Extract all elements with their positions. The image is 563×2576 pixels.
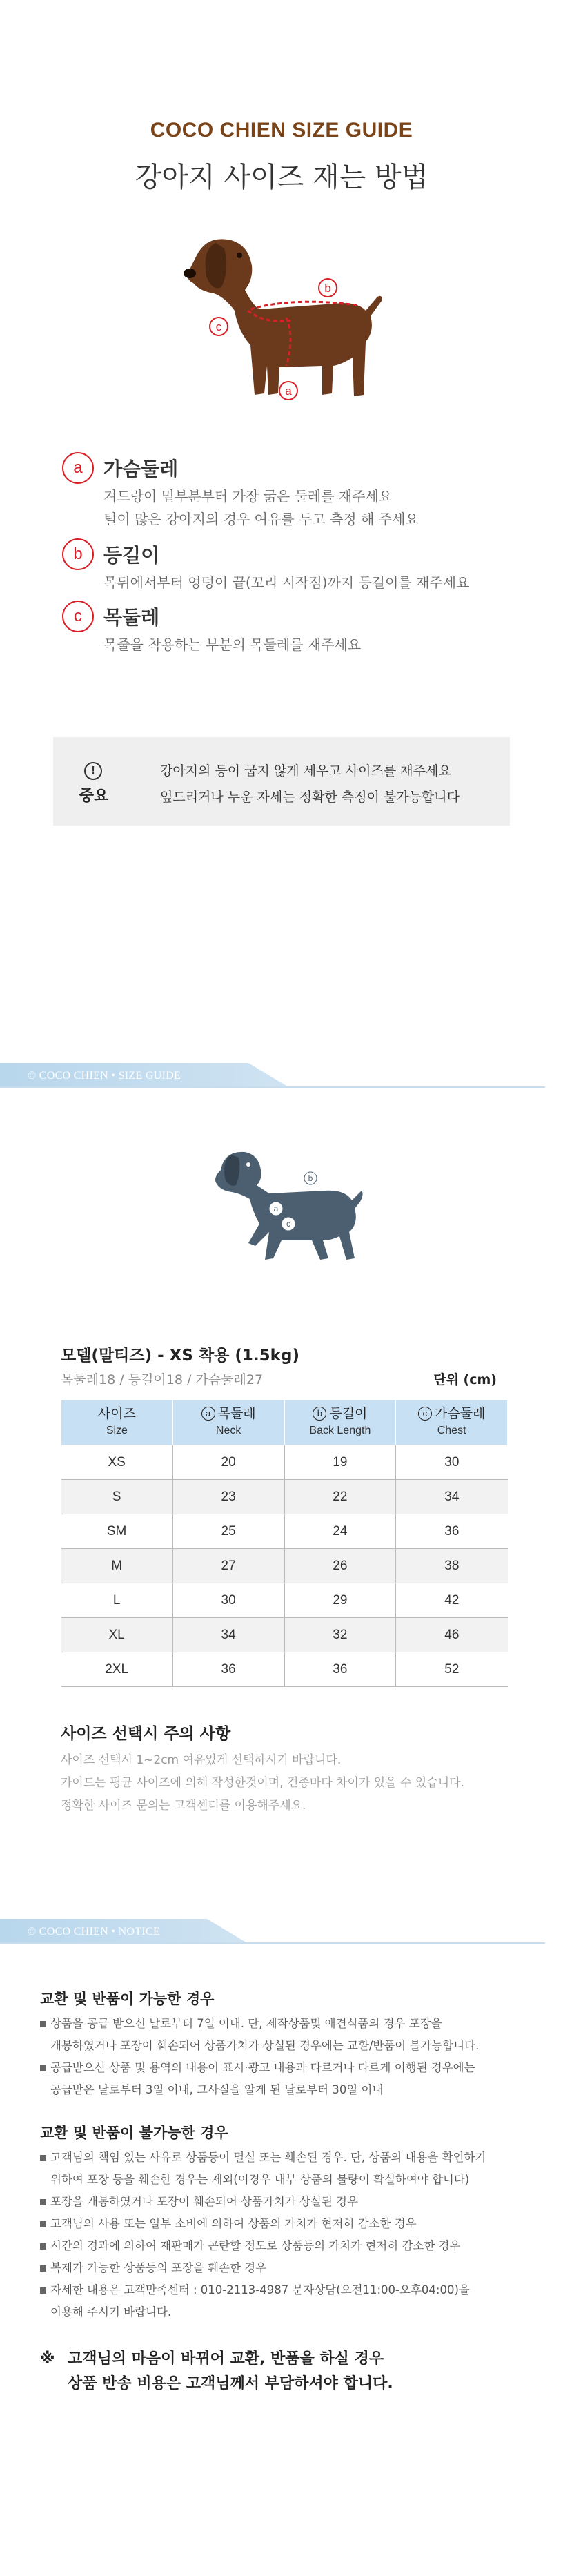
table-cell: 30 — [396, 1445, 508, 1480]
measure-neck — [62, 601, 531, 656]
table-cell: 29 — [284, 1583, 396, 1618]
marker-a-icon: a — [62, 452, 94, 484]
important-line: 강아지의 등이 굽지 않게 세우고 사이즈를 재주세요 — [160, 763, 451, 779]
exclamation-icon: ! — [84, 762, 102, 780]
bullet-icon — [40, 2221, 46, 2227]
table-cell: 20 — [172, 1445, 284, 1480]
table-cell: M — [61, 1549, 173, 1583]
table-cell: XS — [61, 1445, 173, 1480]
table-cell: 36 — [284, 1652, 396, 1687]
unit-label: 단위 (cm) — [433, 1372, 497, 1387]
banner-text: © COCO CHIEN • NOTICE — [28, 1926, 161, 1938]
bullet-icon — [40, 2287, 46, 2294]
notice-item: 복제가 가능한 상품등의 포장을 훼손한 경우 — [40, 2257, 530, 2279]
table-cell: L — [61, 1583, 173, 1618]
col-size: 사이즈 Size — [61, 1400, 173, 1445]
measure-chest — [62, 452, 531, 531]
gray-dog-label-a: a — [273, 1204, 279, 1213]
notice-item: 포장을 개봉하였거나 포장이 훼손되어 상품가치가 상실된 경우 — [40, 2191, 530, 2213]
measure-title: 목둘레 — [103, 606, 160, 629]
table-cell: 46 — [396, 1618, 508, 1652]
table-cell: 36 — [172, 1652, 284, 1687]
banner-text: © COCO CHIEN • SIZE GUIDE — [28, 1070, 181, 1082]
reference-mark: ※ — [40, 2350, 55, 2368]
marker-b-icon: b — [62, 538, 94, 570]
final-line: 고객님의 마음이 바뀌어 교환, 반품을 하실 경우 — [68, 2350, 384, 2368]
table-cell: 25 — [172, 1514, 284, 1549]
col-chest: c 가슴둘레 Chest — [396, 1400, 508, 1445]
bullet-icon — [40, 2065, 46, 2071]
measure-desc-line: 목줄을 착용하는 부분의 목둘레를 재주세요 — [103, 636, 362, 653]
table-row — [61, 1549, 508, 1583]
table-cell: 42 — [396, 1583, 508, 1618]
caution-title: 사이즈 선택시 주의 사항 — [61, 1725, 231, 1743]
measure-back — [62, 538, 531, 594]
table-cell: 22 — [284, 1480, 396, 1514]
measure-desc-line: 목뒤에서부터 엉덩이 끝(꼬리 시작점)까지 등길이를 재주세요 — [103, 574, 470, 591]
impossible-title: 교환 및 반품이 불가능한 경우 — [40, 2125, 228, 2141]
table-cell: 36 — [396, 1514, 508, 1549]
dog-label-a: a — [285, 384, 292, 398]
table-cell: SM — [61, 1514, 173, 1549]
table-cell: 24 — [284, 1514, 396, 1549]
caution-line: 사이즈 선택시 1~2cm 여유있게 선택하시기 바랍니다. — [61, 1753, 342, 1767]
caution-line: 정확한 사이즈 문의는 고객센터를 이용해주세요. — [61, 1799, 306, 1813]
size-table — [61, 1399, 508, 1687]
marker-a-icon: a — [201, 1407, 215, 1421]
notice-section — [40, 1988, 530, 2397]
notice-item: 고객님의 책임 있는 사유로 상품등이 멸실 또는 훼손된 경우. 단, 상품의 내용을 확인하기 위하여 포장 등을 훼손한 경우는 제외(이경우 내부 상품의 불량이 확실하여야 합니다) — [40, 2147, 530, 2191]
notice-item: 자세한 내용은 고객만족센터 : 010-2113-4987 문자상담(오전11:00-오후04:00)을 이용해 주시기 바랍니다. — [40, 2279, 530, 2323]
table-cell: 2XL — [61, 1652, 173, 1687]
notice-item: 고객님의 사용 또는 일부 소비에 의하여 상품의 가치가 현저히 감소한 경우 — [40, 2213, 530, 2235]
gray-dog-label-b: b — [308, 1173, 313, 1183]
col-back: b 등길이 Back Length — [284, 1400, 396, 1445]
final-line: 상품 반송 비용은 고객님께서 부담하셔야 합니다. — [68, 2375, 393, 2392]
caution-section — [61, 1721, 516, 1817]
size-guide-banner — [0, 1063, 290, 1088]
size-table-header — [61, 1400, 508, 1445]
table-cell: S — [61, 1480, 173, 1514]
table-cell: 34 — [172, 1618, 284, 1652]
caution-line: 가이드는 평균 사이즈에 의해 작성한것이며, 견종마다 차이가 있을 수 있습니다. — [61, 1776, 464, 1790]
brown-dog-illustration — [176, 228, 397, 421]
notice-item: 상품을 공급 받으신 날로부터 7일 이내. 단, 제작상품및 애견식품의 경우 포장을 개봉하였거나 포장이 훼손되어 상품가치가 상실된 경우에는 교환/반품이 불가능합니다. — [40, 2013, 530, 2057]
possible-title: 교환 및 반품이 가능한 경우 — [40, 1991, 215, 2007]
table-row — [61, 1583, 508, 1618]
marker-b-icon: b — [313, 1407, 326, 1421]
divider — [0, 1942, 545, 1944]
table-cell: 38 — [396, 1549, 508, 1583]
dog-label-c: c — [215, 320, 222, 333]
table-cell: 26 — [284, 1549, 396, 1583]
page-title: 강아지 사이즈 재는 방법 — [135, 162, 428, 193]
bullet-icon — [40, 2265, 46, 2272]
table-row — [61, 1445, 508, 1480]
measure-title: 가슴둘레 — [103, 458, 179, 480]
table-cell: 27 — [172, 1549, 284, 1583]
measure-title: 등길이 — [103, 544, 160, 567]
col-neck: a 목둘레 Neck — [172, 1400, 284, 1445]
measure-desc-line: 겨드랑이 밑부분부터 가장 굵은 둘레를 재주세요 — [103, 488, 393, 505]
notice-item: 시간의 경과에 의하여 재판매가 곤란할 정도로 상품등의 가치가 현저히 감소한 경우 — [40, 2235, 530, 2257]
important-line: 엎드리거나 누운 자세는 정확한 측정이 불가능합니다 — [160, 790, 460, 805]
bullet-icon — [40, 2199, 46, 2205]
bullet-icon — [40, 2243, 46, 2250]
notice-banner — [0, 1919, 248, 1944]
measure-desc-line: 털이 많은 강아지의 경우 여유를 두고 측정 해 주세요 — [103, 511, 419, 527]
important-note — [53, 737, 510, 826]
table-row — [61, 1652, 508, 1687]
table-row — [61, 1514, 508, 1549]
table-cell: 30 — [172, 1583, 284, 1618]
marker-c-icon: c — [62, 601, 94, 632]
model-info: 모델(말티즈) - XS 착용 (1.5kg) — [61, 1347, 299, 1365]
gray-dog-illustration — [207, 1142, 366, 1267]
table-cell: XL — [61, 1618, 173, 1652]
table-cell: 34 — [396, 1480, 508, 1514]
dog-label-b: b — [324, 282, 331, 295]
brand-title: COCO CHIEN SIZE GUIDE — [150, 119, 413, 142]
model-measurements: 목둘레18 / 등길이18 / 가슴둘레27 — [61, 1372, 264, 1387]
bullet-icon — [40, 2021, 46, 2027]
table-cell: 19 — [284, 1445, 396, 1480]
important-label: 중요 — [79, 788, 109, 805]
marker-c-icon: c — [418, 1407, 432, 1421]
final-note — [40, 2347, 530, 2397]
table-row — [61, 1618, 508, 1652]
table-cell: 32 — [284, 1618, 396, 1652]
table-cell: 52 — [396, 1652, 508, 1687]
divider — [0, 1086, 545, 1088]
notice-item: 공급받으신 상품 및 용역의 내용이 표시·광고 내용과 다르거나 다르게 이행된 경우에는 공급받은 날로부터 3일 이내, 그사실을 알게 된 날로부터 30일 이내 — [40, 2057, 530, 2101]
table-cell: 23 — [172, 1480, 284, 1514]
gray-dog-label-c: c — [286, 1219, 290, 1229]
table-row — [61, 1480, 508, 1514]
bullet-icon — [40, 2155, 46, 2161]
